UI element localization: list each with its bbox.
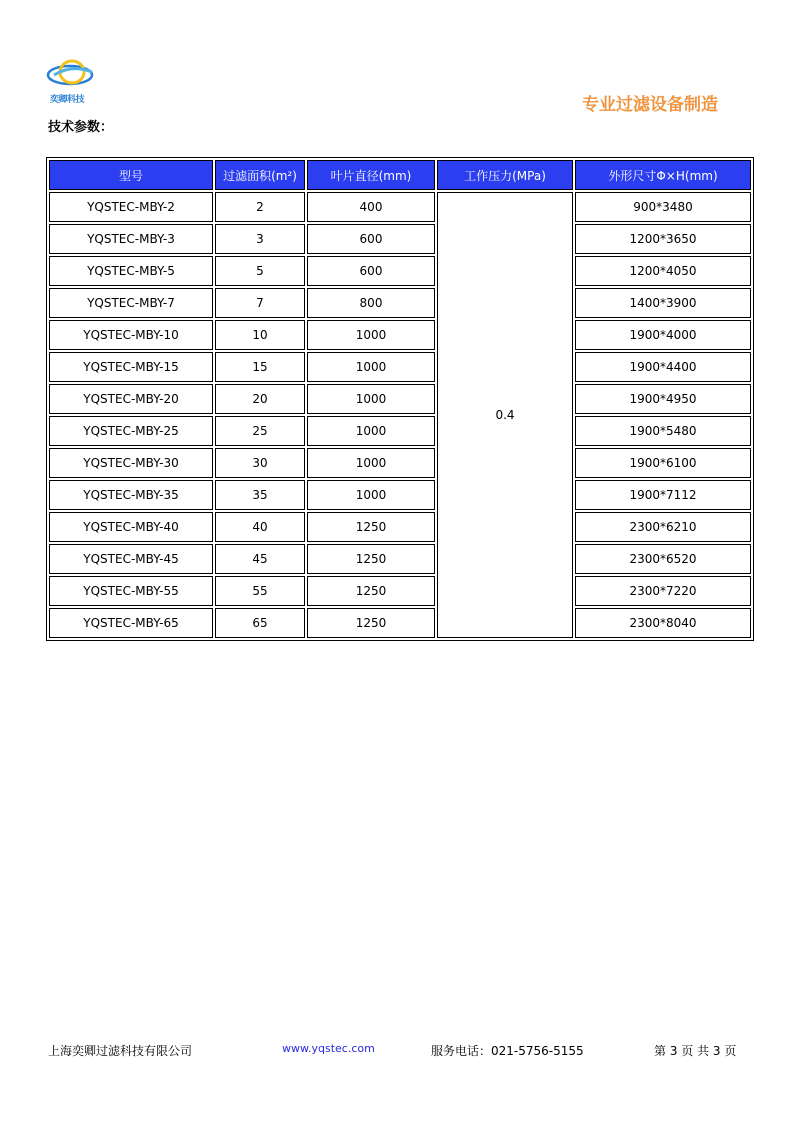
cell-model: YQSTEC-MBY-10 <box>49 320 213 350</box>
cell-area: 35 <box>215 480 305 510</box>
cell-diameter: 1000 <box>307 416 435 446</box>
cell-area: 7 <box>215 288 305 318</box>
cell-model: YQSTEC-MBY-45 <box>49 544 213 574</box>
cell-area: 10 <box>215 320 305 350</box>
cell-area: 45 <box>215 544 305 574</box>
header-pressure: 工作压力(MPa) <box>437 160 573 190</box>
company-logo <box>46 58 98 104</box>
cell-area: 20 <box>215 384 305 414</box>
cell-dimensions: 2300*7220 <box>575 576 751 606</box>
table-header-row <box>49 160 751 190</box>
cell-model: YQSTEC-MBY-65 <box>49 608 213 638</box>
cell-model: YQSTEC-MBY-35 <box>49 480 213 510</box>
footer-phone: 服务电话：021-5756-5155 <box>431 1044 584 1058</box>
table-body <box>49 192 751 638</box>
cell-model: YQSTEC-MBY-30 <box>49 448 213 478</box>
cell-diameter: 1000 <box>307 384 435 414</box>
table-row <box>49 352 751 382</box>
cell-dimensions: 1900*4400 <box>575 352 751 382</box>
cell-area: 40 <box>215 512 305 542</box>
table-row <box>49 320 751 350</box>
cell-area: 25 <box>215 416 305 446</box>
cell-dimensions: 1900*4950 <box>575 384 751 414</box>
section-title: 技术参数： <box>48 120 114 135</box>
cell-area: 30 <box>215 448 305 478</box>
cell-area: 65 <box>215 608 305 638</box>
cell-dimensions: 1400*3900 <box>575 288 751 318</box>
header-area: 过滤面积(m²) <box>215 160 305 190</box>
company-logo-icon <box>46 58 98 92</box>
cell-diameter: 1000 <box>307 448 435 478</box>
cell-area: 15 <box>215 352 305 382</box>
cell-dimensions: 2300*8040 <box>575 608 751 638</box>
header-diameter: 叶片直径(mm) <box>307 160 435 190</box>
cell-area: 55 <box>215 576 305 606</box>
cell-dimensions: 900*3480 <box>575 192 751 222</box>
footer-page-number: 第 3 页 共 3 页 <box>654 1044 737 1058</box>
cell-diameter: 1250 <box>307 544 435 574</box>
table-row <box>49 384 751 414</box>
table-row <box>49 448 751 478</box>
cell-diameter: 1250 <box>307 576 435 606</box>
cell-dimensions: 1200*3650 <box>575 224 751 254</box>
cell-model: YQSTEC-MBY-40 <box>49 512 213 542</box>
table-row <box>49 512 751 542</box>
cell-diameter: 1000 <box>307 320 435 350</box>
table-row <box>49 256 751 286</box>
cell-diameter: 1000 <box>307 352 435 382</box>
cell-dimensions: 1900*4000 <box>575 320 751 350</box>
cell-model: YQSTEC-MBY-5 <box>49 256 213 286</box>
cell-pressure-merged: 0.4 <box>437 192 573 638</box>
cell-diameter: 1000 <box>307 480 435 510</box>
cell-model: YQSTEC-MBY-25 <box>49 416 213 446</box>
cell-dimensions: 1900*5480 <box>575 416 751 446</box>
cell-dimensions: 2300*6210 <box>575 512 751 542</box>
footer-company: 上海奕卿过滤科技有限公司 <box>48 1044 193 1058</box>
cell-diameter: 600 <box>307 224 435 254</box>
table-row <box>49 416 751 446</box>
cell-diameter: 1250 <box>307 512 435 542</box>
cell-diameter: 600 <box>307 256 435 286</box>
table-row <box>49 288 751 318</box>
cell-diameter: 1250 <box>307 608 435 638</box>
cell-dimensions: 1900*6100 <box>575 448 751 478</box>
cell-model: YQSTEC-MBY-15 <box>49 352 213 382</box>
cell-area: 2 <box>215 192 305 222</box>
cell-model: YQSTEC-MBY-2 <box>49 192 213 222</box>
logo-text: 奕卿科技 <box>50 95 85 105</box>
footer-website-link[interactable]: www.yqstec.com <box>282 1042 375 1055</box>
tagline: 专业过滤设备制造 <box>582 95 718 115</box>
cell-dimensions: 1900*7112 <box>575 480 751 510</box>
cell-model: YQSTEC-MBY-20 <box>49 384 213 414</box>
cell-diameter: 400 <box>307 192 435 222</box>
table-row <box>49 544 751 574</box>
header-model: 型号 <box>49 160 213 190</box>
header-dimensions: 外形尺寸Φ×H(mm) <box>575 160 751 190</box>
cell-diameter: 800 <box>307 288 435 318</box>
table-row <box>49 576 751 606</box>
cell-model: YQSTEC-MBY-7 <box>49 288 213 318</box>
table-row <box>49 224 751 254</box>
cell-model: YQSTEC-MBY-3 <box>49 224 213 254</box>
cell-dimensions: 2300*6520 <box>575 544 751 574</box>
spec-table <box>46 157 754 641</box>
table-row <box>49 608 751 638</box>
table-row <box>49 192 751 222</box>
footer <box>48 1042 748 1058</box>
table-row <box>49 480 751 510</box>
cell-dimensions: 1200*4050 <box>575 256 751 286</box>
cell-area: 3 <box>215 224 305 254</box>
cell-model: YQSTEC-MBY-55 <box>49 576 213 606</box>
cell-area: 5 <box>215 256 305 286</box>
